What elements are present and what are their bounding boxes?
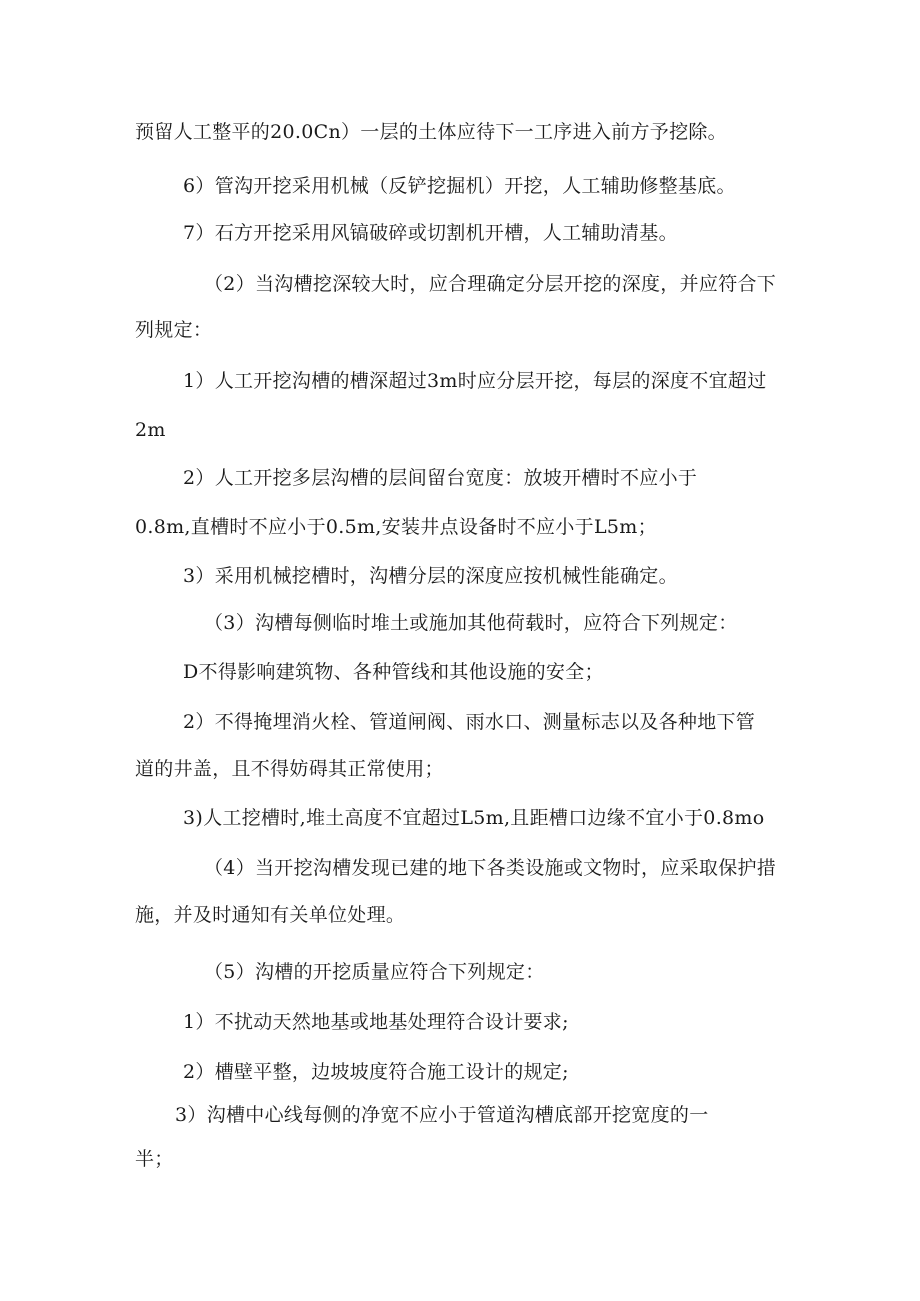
text-line-10: 3）采用机械挖槽时，沟槽分层的深度应按机械性能确定。 [183,565,678,587]
text-line-20: 2）槽壁平整，边坡坡度符合施工设计的规定; [183,1061,569,1083]
text-line-8: 2）人工开挖多层沟槽的层间留台宽度：放坡开槽时不应小于 [183,467,698,489]
text-line-1: 预留人工整平的20.0Cn）一层的土体应待下一工序进入前方予挖除。 [135,121,727,143]
text-line-9: 0.8m,直槽时不应小于0.5m,安装井点设备时不应小于L5m； [135,516,657,538]
text-line-7: 2m [135,419,166,441]
text-line-21: 3）沟槽中心线每侧的净宽不应小于管道沟槽底部开挖宽度的一 [175,1104,709,1126]
text-line-15: 3)人工挖槽时,堆土高度不宜超过L5m,且距槽口边缘不宜小于0.8mo [183,807,765,829]
text-line-4: （2）当沟槽挖深较大时，应合理确定分层开挖的深度，并应符合下 [204,273,777,295]
text-line-18: （5）沟槽的开挖质量应符合下列规定： [204,961,545,983]
text-line-16: （4）当开挖沟槽发现已建的地下各类设施或文物时，应采取保护措 [204,857,777,879]
text-line-17: 施，并及时通知有关单位处理。 [135,904,406,926]
text-line-14: 道的井盖，且不得妨碍其正常使用； [135,758,444,780]
text-line-5: 列规定： [135,319,213,341]
text-line-12: D不得影响建筑物、各种管线和其他设施的安全； [183,661,604,683]
text-line-13: 2）不得掩埋消火栓、管道闸阀、雨水口、测量标志以及各种地下管 [183,711,756,733]
text-line-11: （3）沟槽每侧临时堆土或施加其他荷载时，应符合下列规定： [204,612,738,634]
text-line-22: 半； [135,1148,174,1170]
text-line-3: 7）石方开挖采用风镐破碎或切割机开槽，人工辅助清基。 [183,222,678,244]
text-line-6: 1）人工开挖沟槽的槽深超过3m时应分层开挖，每层的深度不宜超过 [183,370,767,392]
text-line-19: 1）不扰动天然地基或地基处理符合设计要求; [183,1011,569,1033]
text-line-2: 6）管沟开挖采用机械（反铲挖掘机）开挖，人工辅助修整基底。 [183,175,736,197]
